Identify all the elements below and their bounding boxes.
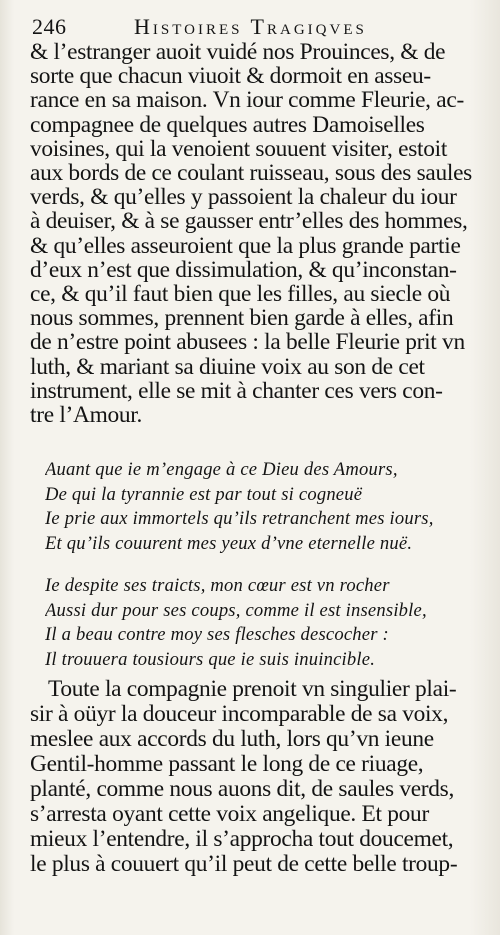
text-line: ce, & qu’il faut bien que les filles, au siecle où [30, 282, 451, 307]
verse-line: Aussi dur pour ses coups, comme il est insensible, [45, 599, 427, 621]
verse-stanza-1 [45, 458, 485, 556]
text-line: mieux l’entendre, il s’approcha tout doucemet, [30, 827, 454, 852]
text-line: sir à oüyr la douceur incomparable de sa voix, [30, 702, 449, 727]
text-line: rance en sa maison. Vn iour comme Fleurie, ac- [30, 88, 464, 113]
running-title: Histoires Tragiqves [134, 14, 367, 39]
verse-line: De qui la tyrannie est par tout si cogneuë [45, 483, 363, 505]
body-text [30, 40, 485, 427]
text-line: planté, comme nous auons dit, de saules verds, [30, 777, 455, 802]
text-line: d’eux n’est que dissimulation, & qu’inconstan- [30, 257, 457, 283]
text-line: meslee aux accords du luth, lors qu’vn ieune [30, 727, 434, 752]
text-line: le plus à couuert qu’il peut de cette belle troup- [30, 852, 458, 877]
text-line: de n’estre point abusees : la belle Fleurie prit vn [30, 330, 465, 355]
text-line: voisines, qui la venoient souuent visiter, estoit [30, 136, 448, 162]
page-number: 246 [32, 14, 67, 39]
page-header [22, 12, 492, 42]
text-line: aux bords de ce coulant ruisseau, sous des saules [30, 161, 472, 186]
text-line: compagnee de quelques autres Damoiselles [30, 112, 425, 137]
text-line: sorte que chacun viuoit & dormoit en asseu- [30, 64, 431, 89]
text-line: luth, & mariant sa diuine voix au son de cet [30, 354, 425, 379]
text-line: verds, & qu’elles y passoient la chaleur du iour [30, 185, 457, 210]
text-line: tre l’Amour. [30, 403, 143, 428]
verse-line: Il a beau contre moy ses flesches descocher : [45, 624, 389, 645]
text-line: Gentil-homme passant le long de ce riuage, [30, 752, 424, 777]
verse-line: Ie prie aux immortels qu’ils retranchent mes iours, [45, 508, 434, 529]
verse-line: Ie despite ses traicts, mon cœur est vn rocher [45, 575, 390, 596]
text-line: instrument, elle se mit à chanter ces vers con- [30, 378, 443, 404]
text-line: à deuiser, & à se gausser entr’elles des hommes, [30, 209, 468, 234]
verse-line: Et qu’ils couurent mes yeux d’vne eternelle nuë. [45, 532, 413, 554]
body-text-continued [30, 677, 485, 877]
text-line: nous sommes, prennent bien garde à elles, afin [30, 306, 454, 331]
verse-line: Il trouuera tousiours que ie suis inuincible. [45, 648, 376, 670]
verse-stanza-2 [45, 574, 485, 672]
text-line: Toute la compagnie prenoit vn singulier plai- [48, 677, 457, 702]
text-line: & l’estranger auoit vuidé nos Prouinces, & de [30, 40, 446, 65]
verse-line: Auant que ie m’engage à ce Dieu des Amours, [45, 459, 398, 480]
text-line: s’arresta oyant cette voix angelique. Et pour [30, 802, 429, 827]
text-line: & qu’elles asseuroient que la plus grande partie [30, 233, 461, 258]
